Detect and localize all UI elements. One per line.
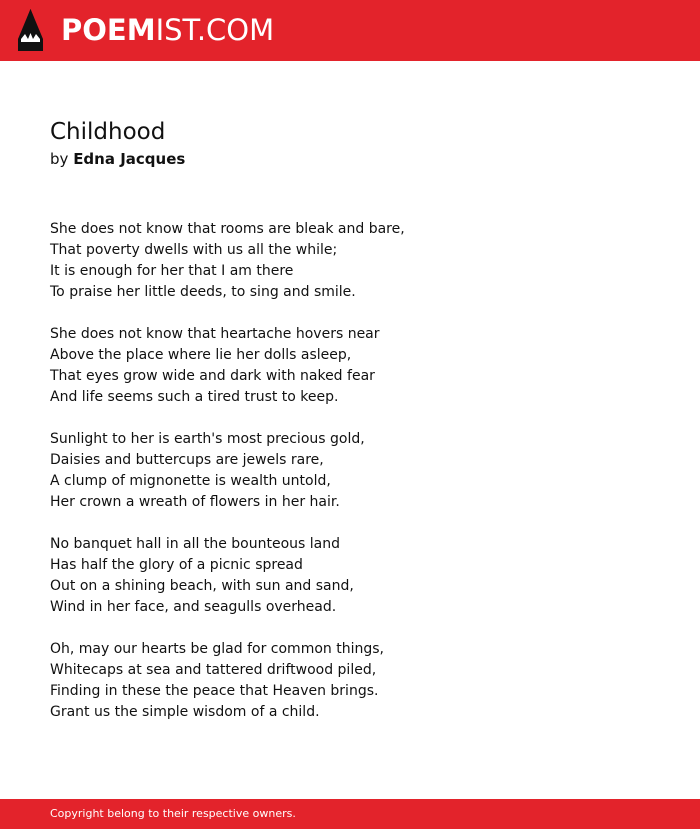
by-label: by	[50, 150, 69, 168]
stanza	[50, 639, 670, 723]
pencil-tip-icon[interactable]	[18, 9, 43, 51]
poem-byline	[50, 149, 185, 169]
poem-line: Grant us the simple wisdom of a child.	[50, 704, 320, 720]
brand-name-bold: POEM	[61, 13, 156, 47]
poem-line: Out on a shining beach, with sun and sand,	[50, 578, 354, 594]
poem-line: A clump of mignonette is wealth untold,	[50, 473, 331, 489]
stanza	[50, 219, 670, 303]
author-name: Edna Jacques	[73, 150, 186, 168]
poem-line: That eyes grow wide and dark with naked fear	[50, 368, 375, 384]
poem-line: It is enough for her that I am there	[50, 263, 294, 279]
poem-line: She does not know that heartache hovers near	[50, 326, 380, 342]
stanza	[50, 324, 670, 408]
poem-line: No banquet hall in all the bounteous land	[50, 536, 340, 552]
copyright-notice: Copyright belong to their respective owners.	[50, 807, 296, 820]
poem-line: She does not know that rooms are bleak and bare,	[50, 221, 405, 237]
stanza	[50, 534, 670, 618]
stanza	[50, 429, 670, 513]
poem-title: Childhood	[50, 119, 166, 145]
poem-line: To praise her little deeds, to sing and smile.	[50, 284, 356, 300]
poem-line: Oh, may our hearts be glad for common things,	[50, 641, 384, 657]
site-footer	[0, 799, 700, 829]
poem-line: Finding in these the peace that Heaven brings.	[50, 683, 379, 699]
poem-line: Has half the glory of a picnic spread	[50, 557, 303, 573]
poem-body	[50, 219, 670, 744]
poem-line: Whitecaps at sea and tattered driftwood piled,	[50, 662, 377, 678]
site-header	[0, 0, 700, 61]
poem-line: Above the place where lie her dolls asleep,	[50, 347, 352, 363]
poem-line: Her crown a wreath of flowers in her hair.	[50, 494, 340, 510]
poem-line: Sunlight to her is earth's most precious gold,	[50, 431, 365, 447]
brand-name-light: IST.COM	[155, 13, 275, 47]
site-logo-link[interactable]	[61, 12, 274, 48]
poem-line: Wind in her face, and seagulls overhead.	[50, 599, 337, 615]
poem-line: And life seems such a tired trust to keep.	[50, 389, 339, 405]
poem-line: That poverty dwells with us all the while;	[50, 242, 338, 258]
poem-line: Daisies and buttercups are jewels rare,	[50, 452, 324, 468]
